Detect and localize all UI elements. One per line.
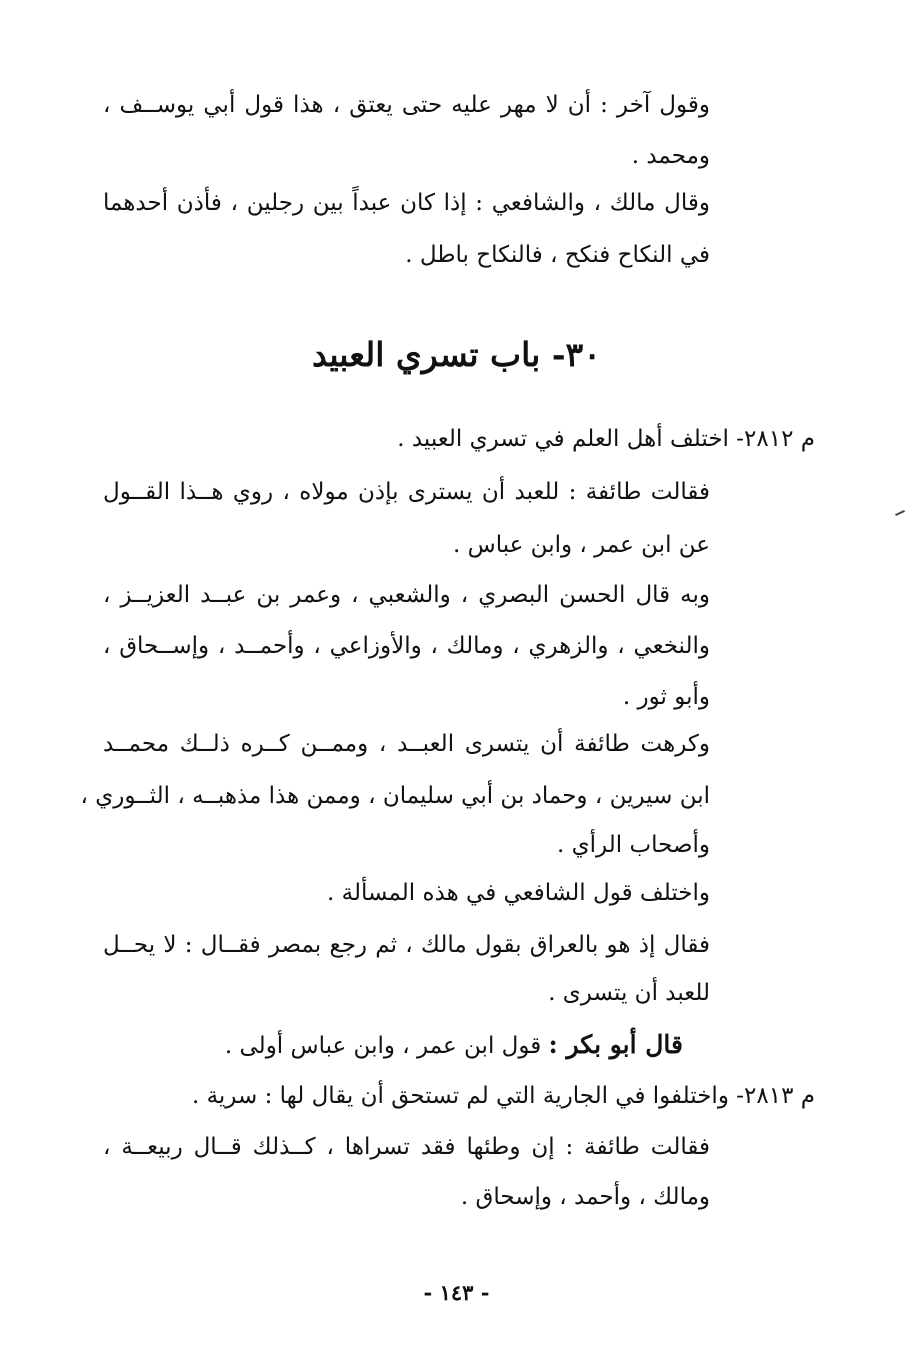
text-line: فقالت طائفة : إن وطئها فقد تسراها ، كــذلك قــال ربيعــة ، — [103, 1134, 710, 1160]
text-line: في النكاح فنكح ، فالنكاح باطل . — [405, 242, 710, 268]
section-title: ٣٠- باب تسري العبيد — [312, 335, 601, 374]
issue-heading: م ٢٨١٢- اختلف أهل العلم في تسري العبيد . — [397, 426, 815, 452]
text-line: واختلف قول الشافعي في هذه المسألة . — [326, 880, 710, 906]
text-line: وكرهت طائفة أن يتسرى العبــد ، وممــن كــره ذلــك محمــد — [103, 731, 710, 757]
text-line: وأصحاب الرأي . — [557, 832, 710, 858]
text-line: والنخعي ، والزهري ، ومالك ، والأوزاعي ، وأحمــد ، وإســحاق ، — [103, 633, 710, 659]
author-remark — [225, 1028, 683, 1063]
margin-mark — [895, 510, 905, 516]
text-line: وبه قال الحسن البصري ، والشعبي ، وعمر بن عبــد العزيــز ، — [103, 582, 710, 608]
text-line: ومحمد . — [631, 143, 710, 169]
text-line: وقال مالك ، والشافعي : إذا كان عبداً بين رجلين ، فأذن أحدهما — [103, 190, 710, 216]
page-number: - ١٤٣ - — [423, 1280, 490, 1305]
text-line: للعبد أن يتسرى . — [548, 980, 710, 1006]
text-line: ومالك ، وأحمد ، وإسحاق . — [460, 1184, 710, 1210]
text-line: عن ابن عمر ، وابن عباس . — [453, 532, 710, 558]
text-line: فقال إذ هو بالعراق بقول مالك ، ثم رجع بمصر فقــال : لا يحــل — [103, 932, 710, 958]
text-line: ابن سيرين ، وحماد بن أبي سليمان ، وممن هذا مذهبــه ، الثــوري ، — [80, 783, 710, 809]
text-line: فقالت طائفة : للعبد أن يسترى بإذن مولاه ، روي هــذا القــول — [103, 479, 710, 505]
issue-heading: م ٢٨١٣- واختلفوا في الجارية التي لم تستحق أن يقال لها : سرية . — [191, 1083, 815, 1109]
text-line: وأبو ثور . — [622, 684, 710, 710]
author-remark-text: قول ابن عمر ، وابن عباس أولى . — [224, 1033, 549, 1059]
text-line: وقول آخر : أن لا مهر عليه حتى يعتق ، هذا قول أبي يوســف ، — [103, 92, 710, 118]
author-remark-label: قال أبو بكر : — [548, 1030, 683, 1059]
